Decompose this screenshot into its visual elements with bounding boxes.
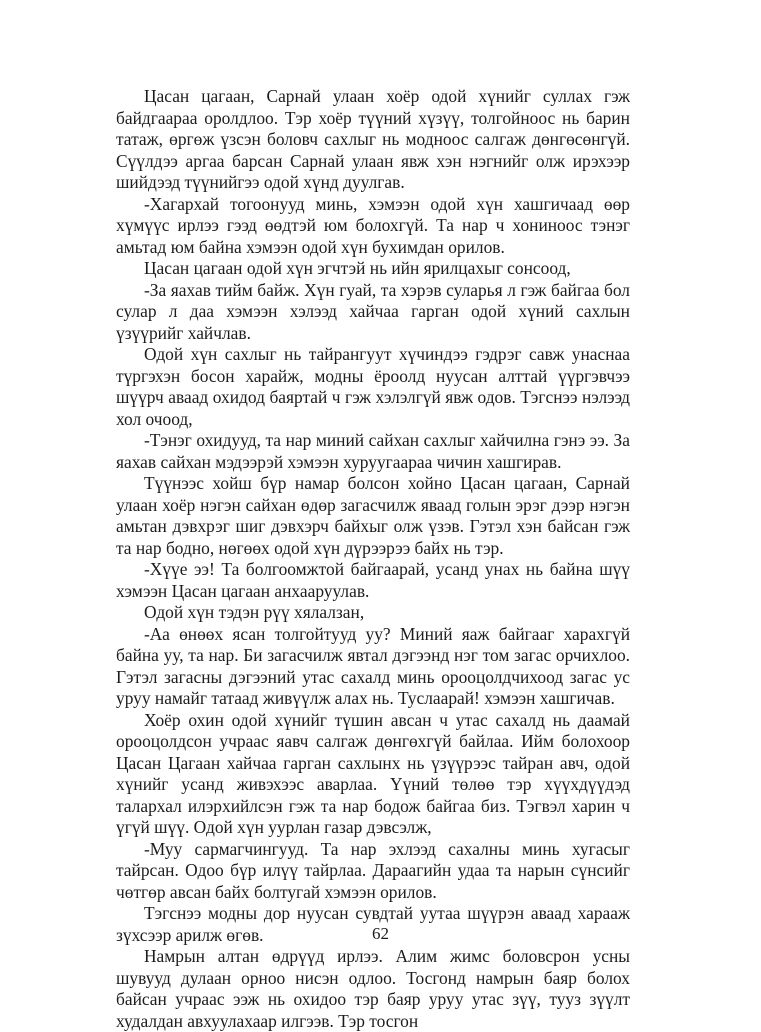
paragraph: Тэгснээ модны дор нуусан сувдтай уутаа шүүрэн аваад хараaж зүхсээр арилж өгөв. bbox=[116, 903, 630, 945]
paragraph: Цасан цагаан одой хүн эгчтэй нь ийн ярилцахыг сонсоод, bbox=[144, 258, 571, 278]
paragraph: Цасан цагаан, Сарнай улаан хоёр одой хүнийг суллах гэж байдгаараа оролдлоо. Тэр хоёр түүний хүзүү, толгойноос нь барин татаж, өргөж үзсэн боловч сахлыг нь модноос салгаж дөнгөсөнгүй. Сүүлдээ аргаа барсан Сарнай улаан явж хэн нэгнийг олж ирэхээр шийдээд түүнийгээ одой хүнд дуулгав. bbox=[116, 86, 630, 192]
paragraph: -Аа өнөөх ясан толгойтууд уу? Миний яаж байгааг харахгүй байна уу, та нар. Би загасчилж явтал дэгээнд нэг том загас орчихлоо. Гэтэл загасны дэгээний утас сахалд минь орооцолдчихоод загас ус уруу намайг татаад живүүлж алах нь. Туслаарай! хэмээн хашгичав. bbox=[116, 623, 630, 708]
paragraph: Түүнээс хойш бүр намар болсон хойно Цасан цагаан, Сарнай улаан хоёр нэгэн сайхан өдөр загасчилж яваад голын эрэг дээр нэгэн амьтан дэвхрэг шиг дэвхэрч байхыг олж үзэв. Гэтэл хэн байсан гэж та нар бодно, нөгөөх одой хүн дүрээрээ байх нь тэр. bbox=[116, 473, 630, 558]
paragraph: -Муу сармагчингууд. Та нар эхлээд сахалны минь хугасыг тайрсан. Одоо бүр илүү тайрлаа. Дараагийн удаа та нарын сүнсийг чөтгөр авсан байх болтугай хэмээн орилов. bbox=[116, 838, 630, 902]
paragraph: Хоёр охин одой хүнийг түшин авсан ч утас сахалд нь даамай орооцолдсон учраас яавч салгаж дөнгөхгүй байлаа. Ийм болохоор Цасан Цагаан хайчаа гарган сахлынх нь үзүүрээс тайран авч, одой хүнийг усанд живэхээс аварлаа. Үүний төлөө тэр хүүхдүүдэд талархал илэрхийлсэн гэж та нар бодож байгаа биз. Тэгвэл харин ч үгүй шүү. Одой хүн уурлан газар дэвсэлж, bbox=[116, 709, 630, 837]
body-text bbox=[116, 86, 630, 1032]
paragraph: -За яахав тийм байж. Хүн гуай, та хэрэв суларья л гэж байгаа бол сулар л даа хэмээн хэлээд хайчаа гарган одой хүний сахлын үзүүрийг хайчлав. bbox=[116, 279, 630, 343]
paragraph: -Хүүе ээ! Та болгоомжтой байгаарай, усанд унах нь байна шүү хэмээн Цасан цагаан анхааруулав. bbox=[116, 559, 630, 601]
paragraph: Одой хүн сахлыг нь тайрангуут хүчиндээ гэдрэг савж унаснаа түргэхэн босон харайж, модны ёроолд нуусан алттай үүргэвчээ шүүрч аваад охидод баяртай ч гэж хэлэлгүй явж одов. Тэгснээ нэлээд хол очоод, bbox=[116, 344, 630, 429]
page-number: 62 bbox=[372, 924, 389, 943]
paragraph: Одой хүн тэдэн рүү хялалзан, bbox=[144, 602, 365, 622]
paragraph: -Тэнэг охидууд, та нар миний сайхан сахлыг хайчилна гэнэ ээ. За яахав сайхан мэдээрэй хэмээн хуруугаараа чичин хашгирав. bbox=[116, 430, 630, 472]
paragraph: Намрын алтан өдрүүд ирлээ. Алим жимс боловсрон усны шувууд дулаан орноо нисэн одлоо. Тосгонд намрын баяр болох байсан учраас ээж нь охидоо тэр баяр уруу утас зүү, тууз зүүлт худалдан авхуулахаар илгээв. Тэр тосгон bbox=[116, 946, 630, 1031]
paragraph: -Хагархай тогоонууд минь, хэмээн одой хүн хашгичаад өөр хүмүүс ирлээ гээд өөдтэй юм болохгүй. Та нар ч хониноос тэнэг амьтад юм байна хэмээн одой хүн бухимдан орилов. bbox=[116, 193, 630, 257]
